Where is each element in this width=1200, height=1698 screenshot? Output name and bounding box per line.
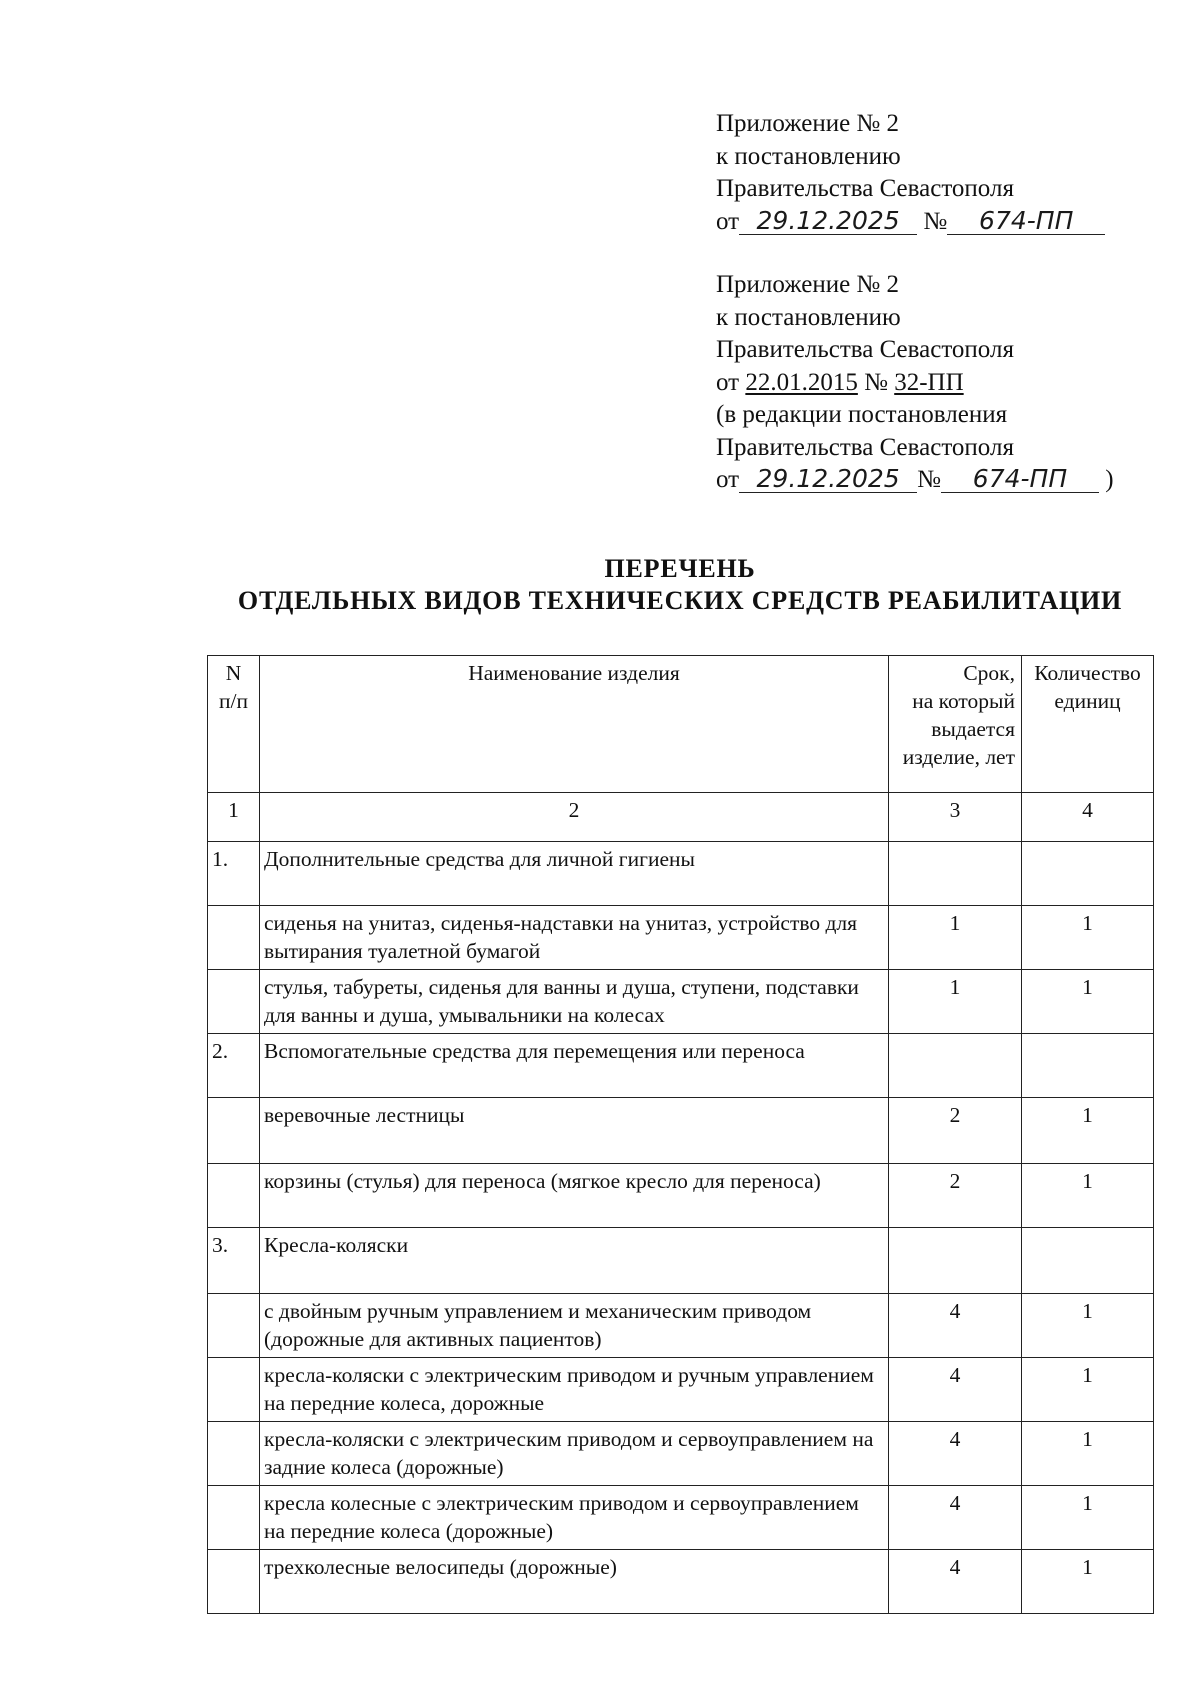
row-qty: 1: [1022, 1164, 1154, 1228]
handwritten-date: 29.12.2025: [739, 466, 917, 493]
table-row: [208, 906, 1154, 970]
appendix-line: Правительства Севастополя: [716, 336, 1014, 363]
column-number: 4: [1022, 793, 1154, 842]
appendix-date-line: [716, 464, 1114, 497]
row-name: с двойным ручным управлением и механическим приводом (дорожные для активных пациентов): [260, 1294, 889, 1358]
row-qty: [1022, 1228, 1154, 1294]
row-number: [208, 1422, 260, 1486]
row-number: [208, 1098, 260, 1164]
page-subtitle: ОТДЕЛЬНЫХ ВИДОВ ТЕХНИЧЕСКИХ СРЕДСТВ РЕАБИЛИТАЦИИ: [237, 586, 1123, 615]
header-cell-name: Наименование изделия: [260, 656, 889, 793]
close-paren: ): [1105, 466, 1114, 493]
row-qty: 1: [1022, 906, 1154, 970]
row-name: стулья, табуреты, сиденья для ванны и душа, ступени, подставки для ванны и душа, умывальники на колесах: [260, 970, 889, 1034]
table-row: [208, 970, 1154, 1034]
row-qty: 1: [1022, 1358, 1154, 1422]
table-row: [208, 1422, 1154, 1486]
column-number: 2: [260, 793, 889, 842]
row-number: 1.: [208, 842, 260, 906]
header-text: N: [225, 661, 242, 685]
table-row: [208, 1098, 1154, 1164]
row-name: корзины (стулья) для переноса (мягкое кресло для переноса): [260, 1164, 889, 1228]
column-number-row: [208, 793, 1154, 842]
row-qty: [1022, 1034, 1154, 1098]
row-term: 4: [889, 1358, 1022, 1422]
row-term: [889, 842, 1022, 906]
row-name: Кресла-коляски: [260, 1228, 889, 1294]
row-qty: 1: [1022, 1486, 1154, 1550]
row-term: 1: [889, 970, 1022, 1034]
edition-line: (в редакции постановления: [716, 401, 1008, 428]
orig-number: 32-ПП: [894, 368, 964, 396]
row-name: Дополнительные средства для личной гигиены: [260, 842, 889, 906]
row-name: кресла колесные с электрическим приводом и сервоуправлением на передние колеса (дорожные): [260, 1486, 889, 1550]
row-name: кресла-коляски с электрическим приводом и ручным управлением на передние колеса, дорожные: [260, 1358, 889, 1422]
handwritten-number: 674-ПП: [941, 466, 1099, 493]
column-number: 3: [889, 793, 1022, 842]
row-name: сиденья на унитаз, сиденья-надставки на унитаз, устройство для вытирания туалетной бумагой: [260, 906, 889, 970]
row-term: 4: [889, 1294, 1022, 1358]
header-text: выдается: [931, 717, 1015, 741]
header-text: изделие, лет: [902, 745, 1015, 769]
number-sign: №: [917, 466, 941, 493]
header-text: Количество: [1034, 661, 1141, 685]
header-cell-number: [208, 656, 260, 793]
orig-prefix: от: [716, 368, 740, 396]
row-number: [208, 970, 260, 1034]
row-term: [889, 1034, 1022, 1098]
row-term: 4: [889, 1422, 1022, 1486]
header-text: п/п: [219, 689, 248, 713]
header-text: на который: [912, 689, 1015, 713]
rehab-means-table: [207, 655, 1154, 1614]
row-term: [889, 1228, 1022, 1294]
page-title: ПЕРЕЧЕНЬ: [604, 554, 756, 583]
orig-date: 22.01.2015: [745, 368, 858, 396]
table-row: [208, 1358, 1154, 1422]
table-row: [208, 1550, 1154, 1614]
edition-line: Правительства Севастополя: [716, 433, 1014, 461]
row-name: веревочные лестницы: [260, 1098, 889, 1164]
header-text: единиц: [1054, 689, 1121, 713]
row-name: трехколесные велосипеды (дорожные): [260, 1550, 889, 1614]
row-number: [208, 1486, 260, 1550]
table-row-section: [208, 1228, 1154, 1294]
appendix-line: к постановлению: [716, 303, 901, 331]
row-qty: 1: [1022, 970, 1154, 1034]
row-number: [208, 1164, 260, 1228]
row-number: [208, 1294, 260, 1358]
row-number: 3.: [208, 1228, 260, 1294]
appendix-line: Правительства Севастополя: [716, 175, 1014, 202]
row-name: кресла-коляски с электрическим приводом и сервоуправлением на задние колеса (дорожные): [260, 1422, 889, 1486]
table-row-section: [208, 842, 1154, 906]
date-prefix: от: [716, 466, 740, 493]
date-prefix: от: [716, 207, 740, 235]
header-cell-qty: [1022, 656, 1154, 793]
row-term: 2: [889, 1098, 1022, 1164]
appendix-date-line: [716, 206, 1105, 239]
row-qty: 1: [1022, 1294, 1154, 1358]
appendix-line: к постановлению: [716, 142, 901, 170]
table-row: [208, 1486, 1154, 1550]
row-qty: 1: [1022, 1098, 1154, 1164]
row-qty: 1: [1022, 1550, 1154, 1614]
handwritten-number: 674-ПП: [947, 208, 1105, 235]
row-number: [208, 906, 260, 970]
row-number: 2.: [208, 1034, 260, 1098]
table-row: [208, 1164, 1154, 1228]
row-term: 4: [889, 1550, 1022, 1614]
row-term: 1: [889, 906, 1022, 970]
table-row: [208, 1294, 1154, 1358]
row-qty: [1022, 842, 1154, 906]
column-number: 1: [208, 793, 260, 842]
appendix-line: Приложение № 2: [716, 271, 900, 298]
row-name: Вспомогательные средства для перемещения или переноса: [260, 1034, 889, 1098]
row-term: 4: [889, 1486, 1022, 1550]
header-text: Срок,: [963, 661, 1015, 685]
appendix-original: [716, 269, 1114, 497]
appendix-line: Приложение № 2: [716, 110, 900, 137]
appendix-orig-date-line: [716, 367, 1114, 400]
number-sign: №: [923, 207, 948, 235]
row-qty: 1: [1022, 1422, 1154, 1486]
header-cell-term: [889, 656, 1022, 793]
table-header-row: [208, 656, 1154, 793]
row-term: 2: [889, 1164, 1022, 1228]
handwritten-date: 29.12.2025: [739, 208, 917, 235]
appendix-current: [716, 108, 1105, 238]
row-number: [208, 1358, 260, 1422]
table-row-section: [208, 1034, 1154, 1098]
orig-number-sign: №: [864, 368, 888, 396]
row-number: [208, 1550, 260, 1614]
